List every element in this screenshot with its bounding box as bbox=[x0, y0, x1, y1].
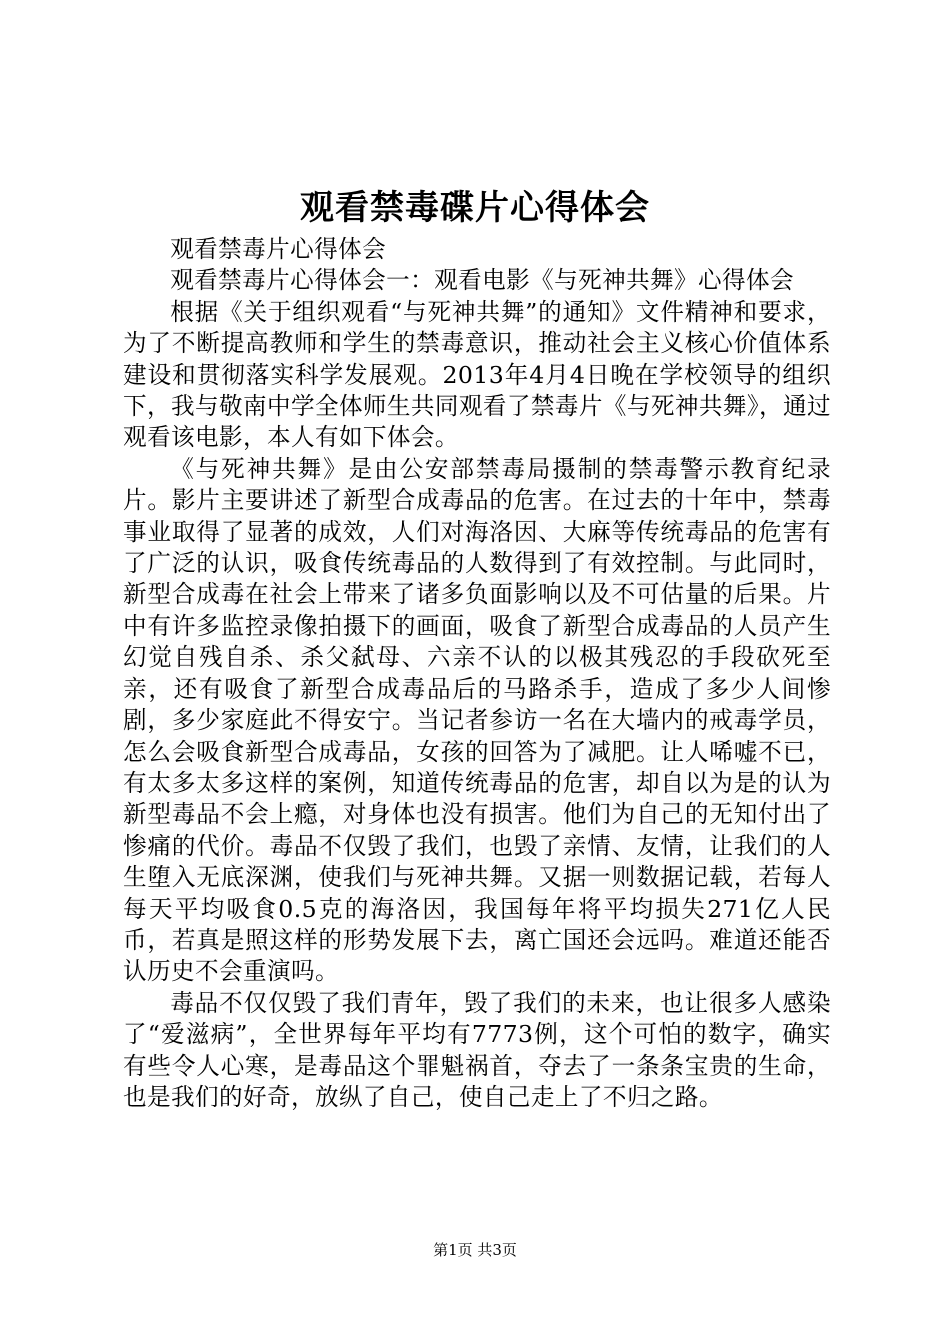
page-footer: 第1页 共3页 bbox=[433, 1241, 517, 1259]
paragraph-intro: 根据《关于组织观看“与死神共舞”的通知》文件精神和要求，为了不断提高教师和学生的禁毒意识，推动社会主义核心价值体系建设和贯彻落实科学发展观。2013年4月4日晚在学校领导的组织下，我与敬南中学全体师生共同观看了禁毒片《与死神共舞》，通过观看该电影，本人有如下体会。 bbox=[123, 297, 832, 452]
paragraph-section-heading: 观看禁毒片心得体会一：观看电影《与死神共舞》心得体会 bbox=[170, 266, 795, 295]
document-title: 观看禁毒碟片心得体会 bbox=[300, 188, 650, 228]
document-body bbox=[123, 234, 831, 1113]
paragraph-reflection: 毒品不仅仅毁了我们青年，毁了我们的未来，也让很多人感染了“爱滋病”，全世界每年平均有7773例，这个可怕的数字，确实有些令人心寒，是毒品这个罪魁祸首，夺去了一条条宝贵的生命，也是我们的好奇，放纵了自己，使自己走上了不归之路。 bbox=[123, 988, 831, 1111]
paragraph-film-summary: 《与死神共舞》是由公安部禁毒局摄制的禁毒警示教育纪录片。影片主要讲述了新型合成毒品的危害。在过去的十年中，禁毒事业取得了显著的成效，人们对海洛因、大麻等传统毒品的危害有了广泛的认识，吸食传统毒品的人数得到了有效控制。与此同时，新型合成毒在社会上带来了诸多负面影响以及不可估量的后果。片中有许多监控录像拍摄下的画面，吸食了新型合成毒品的人员产生幻觉自残自杀、杀父弑母、六亲不认的以极其残忍的手段砍死至亲，还有吸食了新型合成毒品后的马路杀手，造成了多少人间惨剧，多少家庭此不得安宁。当记者参访一名在大墙内的戒毒学员，怎么会吸食新型合成毒品，女孩的回答为了减肥。让人唏嘘不已，有太多太多这样的案例，知道传统毒品的危害，却自以为是的认为新型毒品不会上瘾，对身体也没有损害。他们为自己的无知付出了惨痛的代价。毒品不仅毁了我们，也毁了亲情、友情，让我们的人生堕入无底深渊，使我们与死神共舞。又据一则数据记载，若每人每天平均吸食0.5克的海洛因，我国每年将平均损失271亿人民币，若真是照这样的形势发展下去，离亡国还会远吗。难道还能否认历史不会重演吗。 bbox=[123, 454, 831, 986]
paragraph-subtitle: 观看禁毒片心得体会 bbox=[170, 235, 387, 263]
